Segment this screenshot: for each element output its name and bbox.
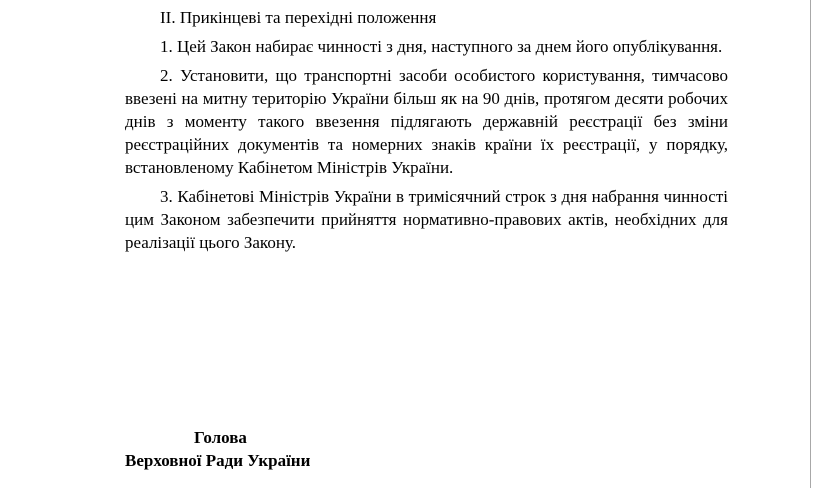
paragraph-1: 1. Цей Закон набирає чинності з дня, наступного за днем його опублікування. [160,37,723,56]
signature-block [125,426,385,472]
page-right-edge [810,0,818,488]
paragraph-3: 3. Кабінетові Міністрів України в тримісячний строк з дня набрання чинності цим Законом забезпечити прийняття нормативно-правових актів, необхідних для реалізації цього Закону. [125,187,728,252]
document-body [125,6,728,260]
paragraph-2: 2. Установити, що транспортні засоби особистого користування, тимчасово ввезені на митну територію України більш як на 90 днів, протягом десяти робочих днів з моменту такого ввезення підлягають державній реєстрації без зміни реєстраційних документів та номерних знаків країни їх реєстрації, у порядку, встановленому Кабінетом Міністрів України. [125,66,728,177]
signature-organization: Верховної Ради України [125,451,311,470]
section-heading: ІІ. Прикінцеві та перехідні положення [160,8,437,27]
signature-title: Голова [194,428,247,447]
